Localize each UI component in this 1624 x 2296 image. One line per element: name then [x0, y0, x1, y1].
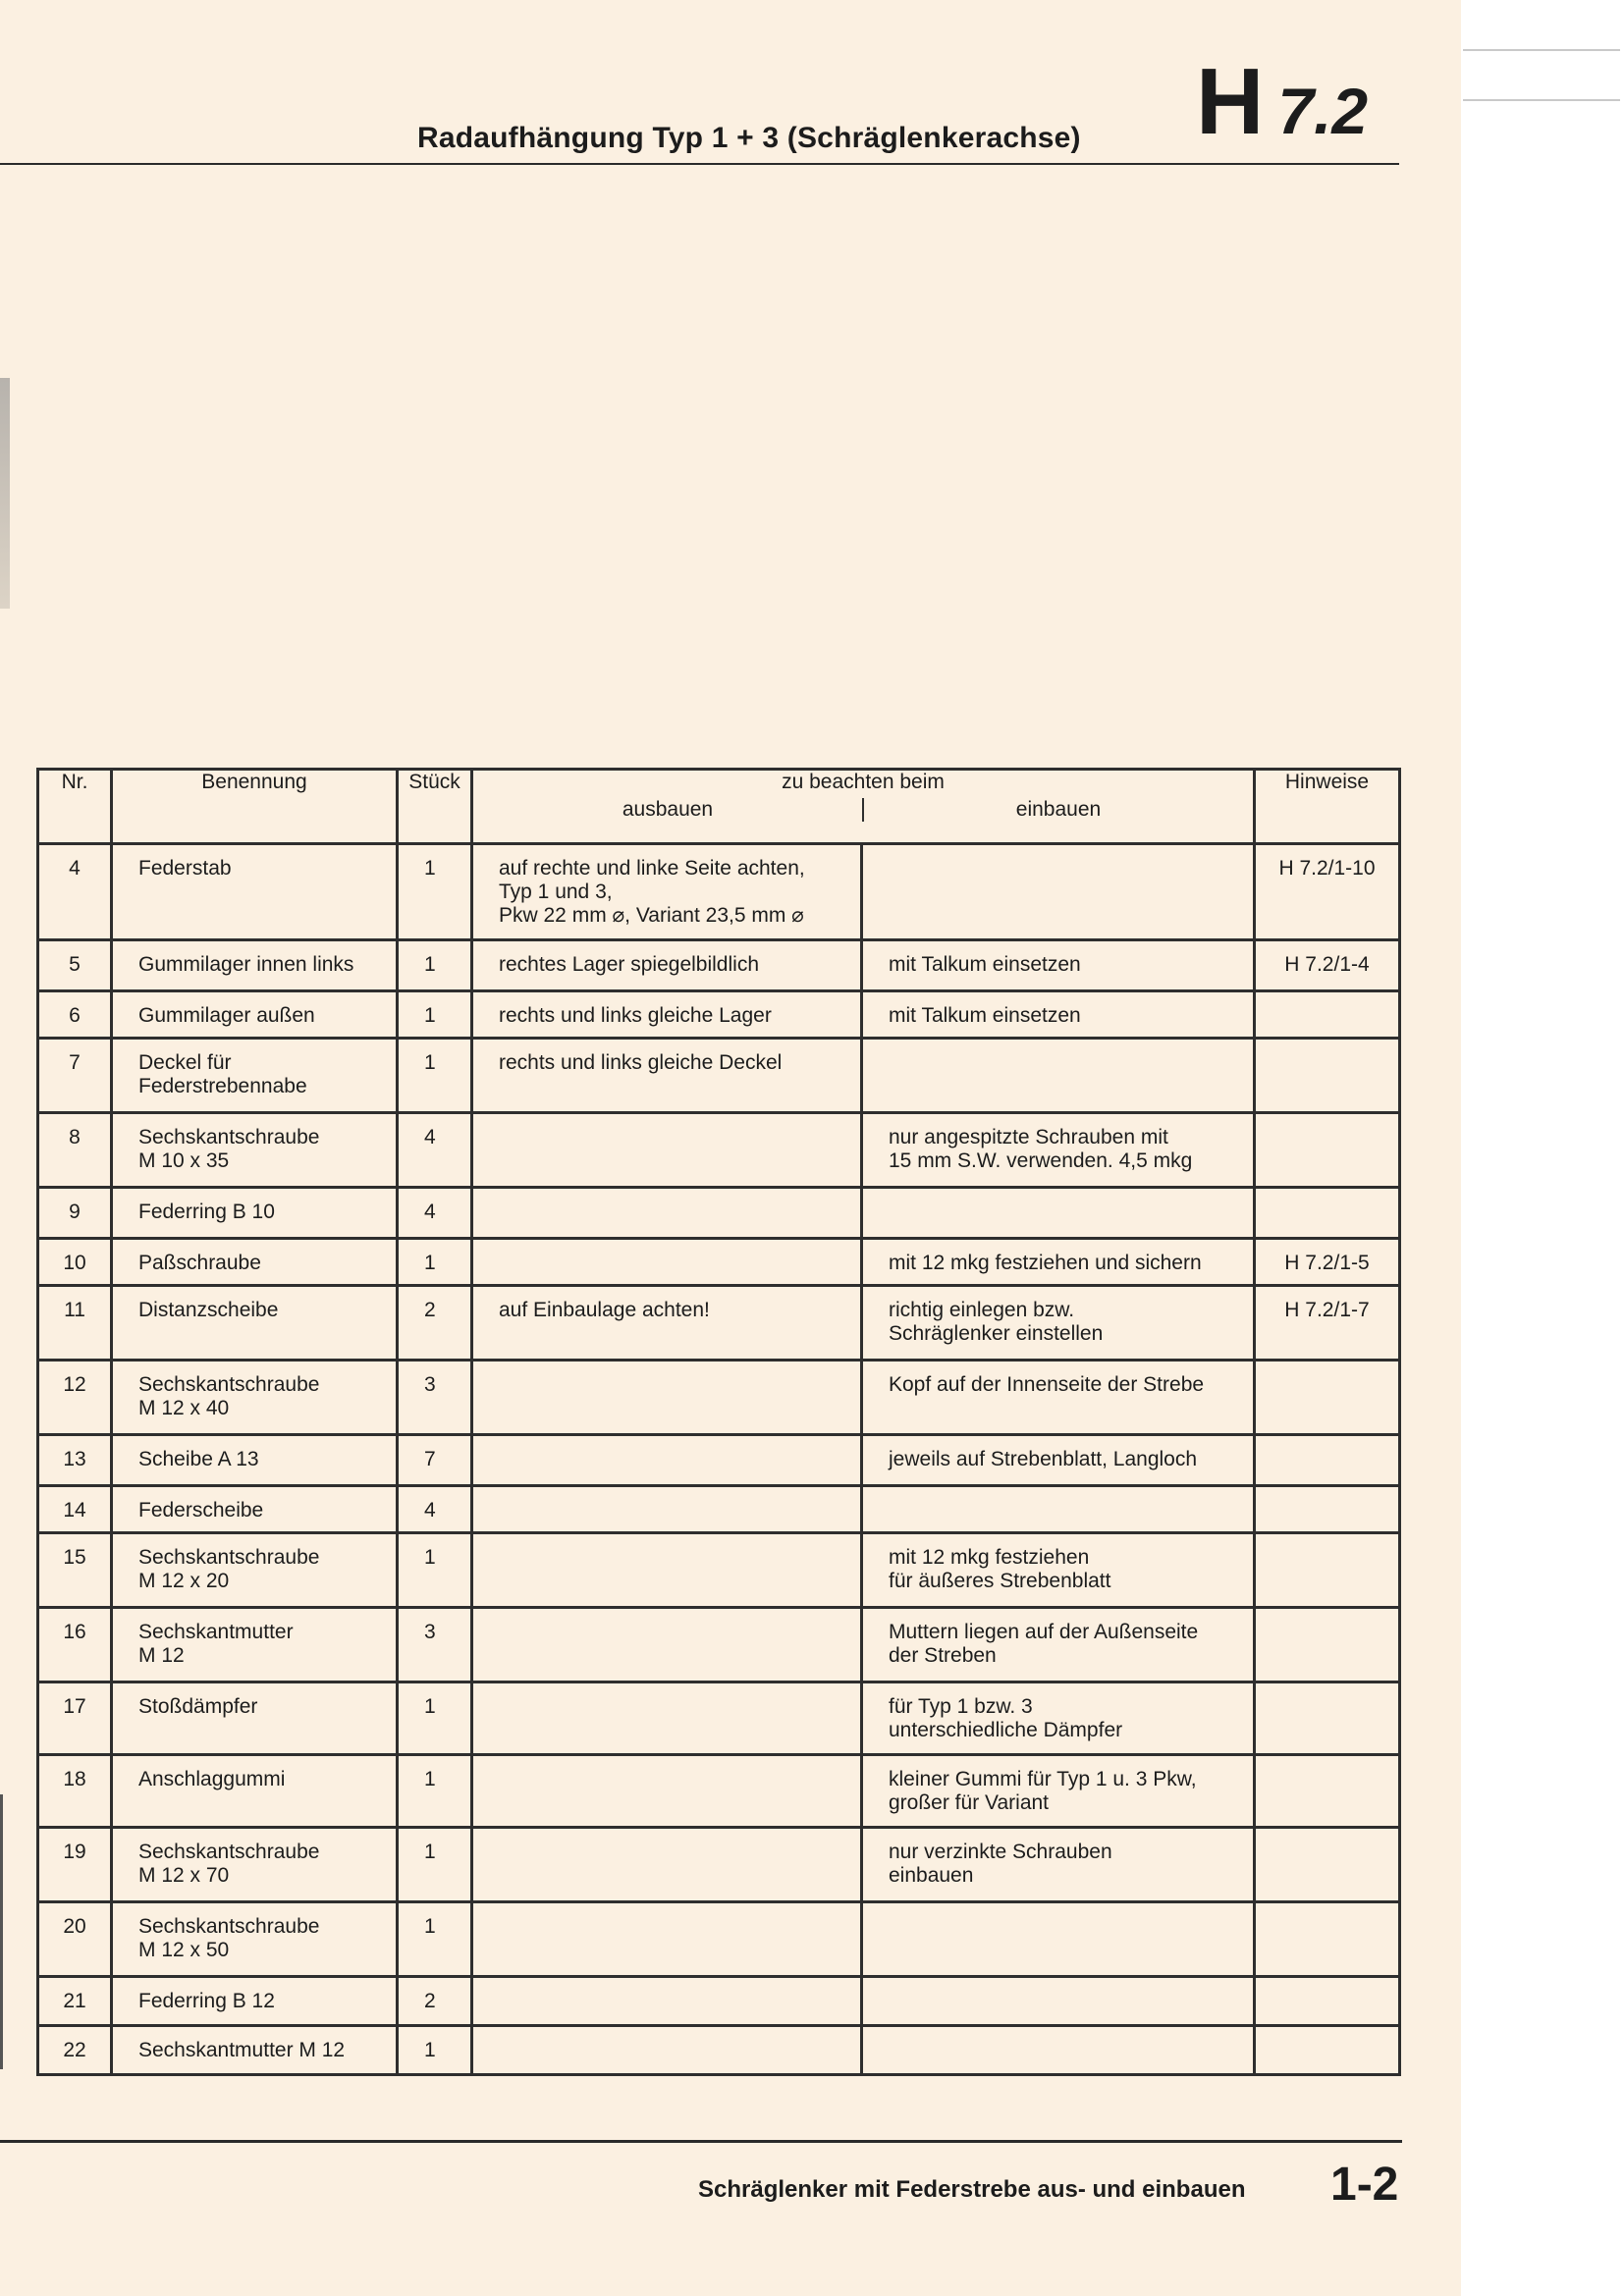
cell-ausbauen: [472, 1113, 862, 1188]
cell-hinweise: [1255, 1682, 1400, 1755]
cell-einbauen: [862, 1902, 1255, 1977]
cell-text: [473, 1436, 860, 1448]
cell-text: 12: [63, 1373, 86, 1396]
cell-text: 21: [63, 1990, 86, 2012]
footer-title: Schräglenker mit Federstrebe aus- und einbauen: [698, 2176, 1246, 2203]
cell-einbauen: [862, 1239, 1255, 1286]
cell-benennung: [112, 2026, 398, 2075]
page-margin-strip: [1461, 0, 1624, 2296]
cell-text: [863, 2027, 1253, 2039]
cell-stueck: [398, 844, 472, 940]
cell-ausbauen: [472, 1239, 862, 1286]
cell-text: H 7.2/1-10: [1278, 857, 1376, 880]
cell-text: mit 12 mkg festziehen für äußeres Strebenblatt: [889, 1546, 1111, 1592]
cell-hinweise: [1255, 1239, 1400, 1286]
cell-nr: [38, 1682, 112, 1755]
cell-text: rechts und links gleiche Deckel: [499, 1051, 783, 1074]
cell-text: auf Einbaulage achten!: [499, 1299, 710, 1321]
cell-benennung: [112, 1361, 398, 1435]
cell-einbauen: [862, 991, 1255, 1039]
cell-stueck: [398, 1113, 472, 1188]
cell-text: [473, 1903, 860, 1915]
cell-benennung: [112, 1902, 398, 1977]
cell-text: 14: [63, 1499, 86, 1522]
cell-nr: [38, 1902, 112, 1977]
cell-ausbauen: [472, 940, 862, 991]
cell-text: H 7.2/1-7: [1284, 1299, 1370, 1321]
column-group-label: zu beachten beim: [782, 771, 945, 793]
cell-text: [473, 1756, 860, 1768]
cell-stueck: [398, 1828, 472, 1902]
cell-benennung: [112, 1486, 398, 1533]
cell-text: Sechskantmutter M 12: [138, 1621, 294, 1667]
cell-text: 8: [69, 1126, 81, 1148]
cell-text: 1: [424, 1546, 436, 1569]
cell-text: 1: [424, 1915, 436, 1938]
cell-nr: [38, 1435, 112, 1486]
cell-text: 18: [63, 1768, 86, 1790]
cell-ausbauen: [472, 1682, 862, 1755]
cell-text: [473, 1534, 860, 1546]
table-row: [38, 1533, 1400, 1608]
cell-stueck: [398, 940, 472, 991]
cell-benennung: [112, 1682, 398, 1755]
cell-text: Gummilager innen links: [138, 953, 354, 976]
section-letter: H: [1196, 49, 1265, 154]
cell-text: [1256, 1436, 1398, 1448]
cell-ausbauen: [472, 2026, 862, 2075]
cell-text: [1256, 1487, 1398, 1499]
table-row: [38, 940, 1400, 991]
page-number: 1-2: [1330, 2159, 1399, 2211]
cell-einbauen: [862, 1361, 1255, 1435]
cell-nr: [38, 1188, 112, 1239]
table-row: [38, 991, 1400, 1039]
cell-hinweise: [1255, 1755, 1400, 1828]
cell-text: [1256, 1903, 1398, 1915]
cell-hinweise: [1255, 1286, 1400, 1361]
cell-text: [1256, 1756, 1398, 1768]
cell-einbauen: [862, 1286, 1255, 1361]
cell-text: 22: [63, 2039, 86, 2061]
cell-text: [473, 1829, 860, 1841]
cell-stueck: [398, 1682, 472, 1755]
cell-text: [1256, 1609, 1398, 1621]
cell-text: Sechskantschraube M 12 x 20: [138, 1546, 320, 1592]
cell-text: 1: [424, 953, 436, 976]
cell-ausbauen: [472, 844, 862, 940]
cell-hinweise: [1255, 1039, 1400, 1113]
cell-nr: [38, 844, 112, 940]
cell-stueck: [398, 991, 472, 1039]
cell-text: 1: [424, 1695, 436, 1718]
cell-stueck: [398, 1435, 472, 1486]
cell-text: Sechskantschraube M 12 x 40: [138, 1373, 320, 1419]
cell-ausbauen: [472, 1435, 862, 1486]
cell-text: mit 12 mkg festziehen und sichern: [889, 1252, 1202, 1274]
scan-edge-mark: [0, 378, 10, 609]
cell-text: mit Talkum einsetzen: [889, 1004, 1081, 1027]
cell-text: H 7.2/1-5: [1284, 1252, 1370, 1274]
cell-text: Stoßdämpfer: [138, 1695, 258, 1718]
cell-stueck: [398, 1755, 472, 1828]
cell-einbauen: [862, 940, 1255, 991]
cell-text: richtig einlegen bzw. Schräglenker einstellen: [889, 1299, 1104, 1345]
column-header-hinweise: Hinweise: [1255, 770, 1400, 844]
cell-ausbauen: [472, 1486, 862, 1533]
cell-ausbauen: [472, 1286, 862, 1361]
cell-benennung: [112, 1039, 398, 1113]
cell-hinweise: [1255, 1828, 1400, 1902]
cell-hinweise: [1255, 1188, 1400, 1239]
table-row: [38, 1286, 1400, 1361]
cell-text: nur verzinkte Schrauben einbauen: [889, 1841, 1112, 1887]
cell-nr: [38, 1361, 112, 1435]
cell-einbauen: [862, 1977, 1255, 2026]
cell-text: 5: [69, 953, 81, 976]
cell-einbauen: [862, 1039, 1255, 1113]
cell-text: 2: [424, 1299, 436, 1321]
column-header-einbauen: einbauen: [1015, 798, 1102, 821]
cell-text: 6: [69, 1004, 81, 1027]
cell-einbauen: [862, 1486, 1255, 1533]
cell-text: [473, 1240, 860, 1252]
cell-text: 9: [69, 1201, 81, 1223]
cell-text: Sechskantschraube M 12 x 70: [138, 1841, 320, 1887]
cell-text: 3: [424, 1373, 436, 1396]
column-header-ausbauen: ausbauen: [473, 798, 864, 822]
section-code: [1196, 49, 1369, 154]
cell-nr: [38, 1608, 112, 1682]
cell-text: [1256, 1534, 1398, 1546]
cell-hinweise: [1255, 1533, 1400, 1608]
cell-text: [863, 1189, 1253, 1201]
cell-text: [473, 1683, 860, 1695]
cell-text: 1: [424, 2039, 436, 2061]
cell-benennung: [112, 1608, 398, 1682]
cell-hinweise: [1255, 940, 1400, 991]
cell-nr: [38, 1977, 112, 2026]
cell-benennung: [112, 1533, 398, 1608]
cell-ausbauen: [472, 1755, 862, 1828]
cell-stueck: [398, 1188, 472, 1239]
cell-text: [473, 1609, 860, 1621]
cell-stueck: [398, 2026, 472, 2075]
cell-nr: [38, 1828, 112, 1902]
table-row: [38, 1239, 1400, 1286]
cell-hinweise: [1255, 1902, 1400, 1977]
cell-stueck: [398, 1361, 472, 1435]
cell-text: 1: [424, 1841, 436, 1863]
cell-text: [1256, 1829, 1398, 1841]
cell-text: 4: [424, 1126, 436, 1148]
cell-text: [863, 1487, 1253, 1499]
cell-hinweise: [1255, 1113, 1400, 1188]
cell-stueck: [398, 1977, 472, 2026]
table-row: [38, 1682, 1400, 1755]
table-row: [38, 1977, 1400, 2026]
column-header-nr: Nr.: [38, 770, 112, 844]
cell-text: 4: [424, 1201, 436, 1223]
cell-einbauen: [862, 844, 1255, 940]
cell-text: 13: [63, 1448, 86, 1470]
cell-benennung: [112, 1188, 398, 1239]
cell-text: 1: [424, 1051, 436, 1074]
cell-text: 11: [64, 1299, 85, 1321]
cell-text: Federscheibe: [138, 1499, 264, 1522]
cell-einbauen: [862, 1188, 1255, 1239]
cell-benennung: [112, 1977, 398, 2026]
cell-text: 20: [63, 1915, 86, 1938]
cell-text: 4: [424, 1499, 436, 1522]
table-row: [38, 1902, 1400, 1977]
cell-text: mit Talkum einsetzen: [889, 953, 1081, 976]
cell-nr: [38, 1286, 112, 1361]
cell-hinweise: [1255, 1486, 1400, 1533]
cell-text: Sechskantschraube M 10 x 35: [138, 1126, 320, 1172]
table-row: [38, 1361, 1400, 1435]
cell-einbauen: [862, 1113, 1255, 1188]
cell-text: nur angespitzte Schrauben mit 15 mm S.W. verwenden. 4,5 mkg: [889, 1126, 1193, 1172]
cell-text: [1256, 992, 1398, 1004]
cell-text: Gummilager außen: [138, 1004, 315, 1027]
cell-benennung: [112, 1286, 398, 1361]
cell-text: 15: [63, 1546, 86, 1569]
cell-nr: [38, 991, 112, 1039]
cell-text: [1256, 2027, 1398, 2039]
cell-text: Scheibe A 13: [138, 1448, 259, 1470]
table-row: [38, 1828, 1400, 1902]
cell-text: 16: [63, 1621, 86, 1643]
cell-text: 10: [63, 1252, 86, 1274]
page-title: Radaufhängung Typ 1 + 3 (Schräglenkerachse): [417, 122, 1081, 154]
cell-stueck: [398, 1486, 472, 1533]
divider: [1463, 49, 1620, 51]
cell-hinweise: [1255, 1361, 1400, 1435]
cell-text: 19: [63, 1841, 86, 1863]
cell-text: Federring B 10: [138, 1201, 275, 1223]
column-header-stueck: Stück: [398, 770, 472, 844]
cell-text: [863, 845, 1253, 857]
cell-ausbauen: [472, 1902, 862, 1977]
cell-hinweise: [1255, 991, 1400, 1039]
cell-benennung: [112, 844, 398, 940]
cell-text: [1256, 1040, 1398, 1051]
table-row: [38, 1486, 1400, 1533]
cell-text: [473, 1114, 860, 1126]
cell-ausbauen: [472, 1977, 862, 2026]
table-row: [38, 1755, 1400, 1828]
table-header-row: [38, 770, 1400, 844]
cell-nr: [38, 940, 112, 991]
header-rule: [0, 163, 1399, 165]
cell-hinweise: [1255, 1608, 1400, 1682]
cell-text: kleiner Gummi für Typ 1 u. 3 Pkw, großer für Variant: [889, 1768, 1197, 1814]
table-row: [38, 1113, 1400, 1188]
cell-text: Federstab: [138, 857, 232, 880]
cell-text: [1256, 1114, 1398, 1126]
section-number: 7.2: [1277, 75, 1369, 147]
cell-text: 3: [424, 1621, 436, 1643]
column-header-benennung: Benennung: [112, 770, 398, 844]
cell-stueck: [398, 1533, 472, 1608]
cell-hinweise: [1255, 1977, 1400, 2026]
cell-text: 4: [69, 857, 81, 880]
cell-ausbauen: [472, 1039, 862, 1113]
cell-nr: [38, 2026, 112, 2075]
cell-text: [863, 1903, 1253, 1915]
cell-einbauen: [862, 1755, 1255, 1828]
cell-text: [1256, 1362, 1398, 1373]
cell-einbauen: [862, 1828, 1255, 1902]
cell-text: 1: [424, 1004, 436, 1027]
cell-text: [473, 1362, 860, 1373]
cell-nr: [38, 1039, 112, 1113]
cell-text: [473, 1487, 860, 1499]
cell-ausbauen: [472, 1533, 862, 1608]
cell-hinweise: [1255, 844, 1400, 940]
cell-text: Anschlaggummi: [138, 1768, 286, 1790]
cell-benennung: [112, 991, 398, 1039]
cell-einbauen: [862, 1608, 1255, 1682]
cell-text: jeweils auf Strebenblatt, Langloch: [889, 1448, 1198, 1470]
cell-ausbauen: [472, 991, 862, 1039]
footer-rule: [0, 2140, 1402, 2143]
cell-text: Distanzscheibe: [138, 1299, 279, 1321]
cell-hinweise: [1255, 1435, 1400, 1486]
cell-einbauen: [862, 1533, 1255, 1608]
cell-text: Deckel für Federstrebennabe: [138, 1051, 307, 1097]
cell-nr: [38, 1755, 112, 1828]
cell-text: 2: [424, 1990, 436, 2012]
cell-text: [473, 1189, 860, 1201]
cell-ausbauen: [472, 1828, 862, 1902]
cell-text: 7: [424, 1448, 436, 1470]
cell-benennung: [112, 1828, 398, 1902]
cell-text: [473, 2027, 860, 2039]
cell-nr: [38, 1113, 112, 1188]
cell-stueck: [398, 1039, 472, 1113]
table-row: [38, 1188, 1400, 1239]
cell-text: [1256, 1189, 1398, 1201]
cell-stueck: [398, 1239, 472, 1286]
cell-benennung: [112, 1239, 398, 1286]
cell-nr: [38, 1239, 112, 1286]
cell-text: Sechskantschraube M 12 x 50: [138, 1915, 320, 1961]
cell-nr: [38, 1533, 112, 1608]
divider: [1463, 99, 1620, 101]
cell-ausbauen: [472, 1608, 862, 1682]
cell-text: [473, 1978, 860, 1990]
cell-text: 1: [424, 1768, 436, 1790]
cell-text: [863, 1040, 1253, 1051]
cell-nr: [38, 1486, 112, 1533]
cell-benennung: [112, 1755, 398, 1828]
cell-benennung: [112, 1435, 398, 1486]
cell-text: H 7.2/1-4: [1284, 953, 1370, 976]
cell-ausbauen: [472, 1188, 862, 1239]
cell-text: [863, 1978, 1253, 1990]
cell-einbauen: [862, 2026, 1255, 2075]
scan-edge-mark: [0, 1794, 3, 2069]
parts-table: [36, 768, 1401, 2076]
cell-stueck: [398, 1286, 472, 1361]
cell-text: 1: [424, 857, 436, 880]
cell-benennung: [112, 940, 398, 991]
cell-text: auf rechte und linke Seite achten, Typ 1 und 3, Pkw 22 mm ⌀, Variant 23,5 mm ⌀: [499, 857, 805, 927]
cell-ausbauen: [472, 1361, 862, 1435]
table-row: [38, 1435, 1400, 1486]
table-row: [38, 1608, 1400, 1682]
cell-text: Kopf auf der Innenseite der Strebe: [889, 1373, 1205, 1396]
cell-text: 1: [424, 1252, 436, 1274]
cell-stueck: [398, 1902, 472, 1977]
cell-einbauen: [862, 1682, 1255, 1755]
cell-text: [1256, 1978, 1398, 1990]
cell-text: Paßschraube: [138, 1252, 261, 1274]
cell-text: [1256, 1683, 1398, 1695]
cell-text: Federring B 12: [138, 1990, 275, 2012]
cell-hinweise: [1255, 2026, 1400, 2075]
cell-text: rechtes Lager spiegelbildlich: [499, 953, 759, 976]
cell-text: für Typ 1 bzw. 3 unterschiedliche Dämpfer: [889, 1695, 1123, 1741]
table-row: [38, 1039, 1400, 1113]
cell-text: Muttern liegen auf der Außenseite der Streben: [889, 1621, 1199, 1667]
cell-stueck: [398, 1608, 472, 1682]
column-header-group: [472, 770, 1255, 844]
cell-text: 7: [69, 1051, 81, 1074]
cell-text: rechts und links gleiche Lager: [499, 1004, 772, 1027]
table-row: [38, 2026, 1400, 2075]
cell-text: Sechskantmutter M 12: [138, 2039, 346, 2061]
table-row: [38, 844, 1400, 940]
cell-text: 17: [63, 1695, 86, 1718]
cell-benennung: [112, 1113, 398, 1188]
cell-einbauen: [862, 1435, 1255, 1486]
